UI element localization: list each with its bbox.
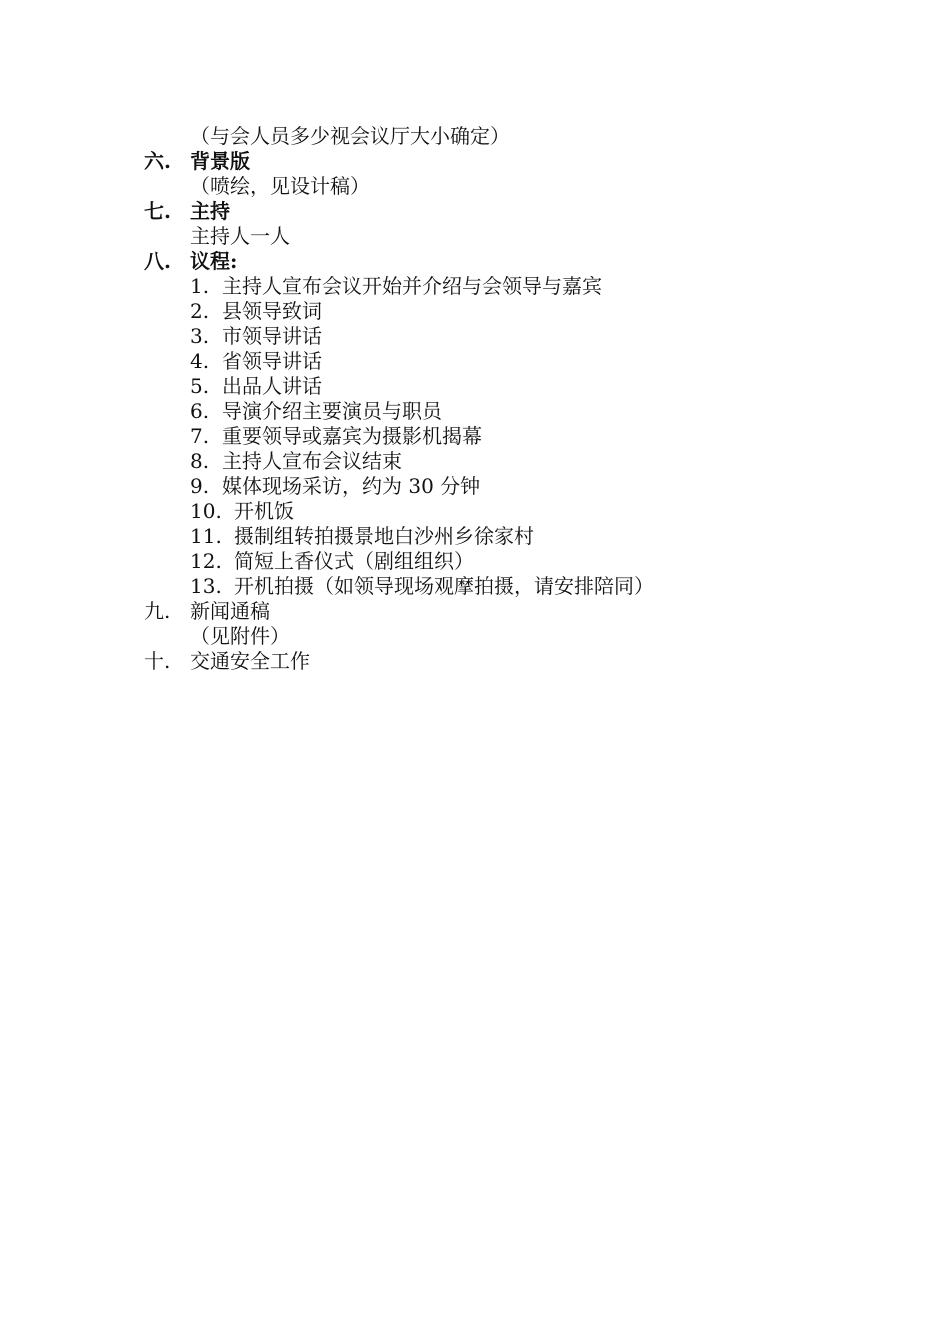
agenda-item-text: 主持人宣布会议结束 <box>222 449 402 473</box>
agenda-item-number: 9. <box>190 474 210 498</box>
agenda-item-text: 省领导讲话 <box>222 349 322 373</box>
agenda-item-number: 1. <box>190 274 210 298</box>
section-title: 背景版 <box>190 149 250 173</box>
agenda-item-text: 重要领导或嘉宾为摄影机揭幕 <box>222 424 482 448</box>
section-note: （喷绘，见设计稿） <box>190 174 370 198</box>
agenda-item-number: 13. <box>190 574 222 598</box>
section-number: 九. <box>144 599 171 623</box>
agenda-item-number: 11. <box>190 524 222 548</box>
agenda-item-number: 2. <box>190 299 210 323</box>
section-number: 十. <box>144 649 171 673</box>
agenda-item-text: 媒体现场采访，约为 30 分钟 <box>222 474 481 498</box>
agenda-item-number: 10. <box>190 499 222 523</box>
agenda-item-number: 4. <box>190 349 210 373</box>
agenda-item-text: 开机拍摄（如领导现场观摩拍摄，请安排陪同） <box>234 574 654 598</box>
agenda-item-number: 3. <box>190 324 210 348</box>
section-number: 七. <box>144 199 171 223</box>
section-title: 主持 <box>190 199 230 223</box>
agenda-item-text: 开机饭 <box>234 499 294 523</box>
section-note: （见附件） <box>190 624 290 648</box>
agenda-item-number: 12. <box>190 549 222 573</box>
section-title: 交通安全工作 <box>190 649 310 673</box>
agenda-item-number: 6. <box>190 399 210 423</box>
agenda-item-text: 简短上香仪式（剧组组织） <box>234 549 474 573</box>
agenda-item-number: 5. <box>190 374 210 398</box>
agenda-item-text: 县领导致词 <box>222 299 322 323</box>
agenda-item-text: 导演介绍主要演员与职员 <box>222 399 442 423</box>
agenda-item-number: 7. <box>190 424 210 448</box>
agenda-item-number: 8. <box>190 449 210 473</box>
section-title: 新闻通稿 <box>190 599 270 623</box>
intro-note: （与会人员多少视会议厅大小确定） <box>190 124 510 148</box>
section-number: 六. <box>144 149 171 173</box>
section-title: 议程: <box>190 249 238 273</box>
section-number: 八. <box>144 249 171 273</box>
agenda-item-text: 主持人宣布会议开始并介绍与会领导与嘉宾 <box>222 274 602 298</box>
section-note: 主持人一人 <box>190 224 290 248</box>
agenda-item-text: 市领导讲话 <box>222 324 322 348</box>
agenda-item-text: 出品人讲话 <box>222 374 322 398</box>
agenda-item-text: 摄制组转拍摄景地白沙州乡徐家村 <box>234 524 534 548</box>
